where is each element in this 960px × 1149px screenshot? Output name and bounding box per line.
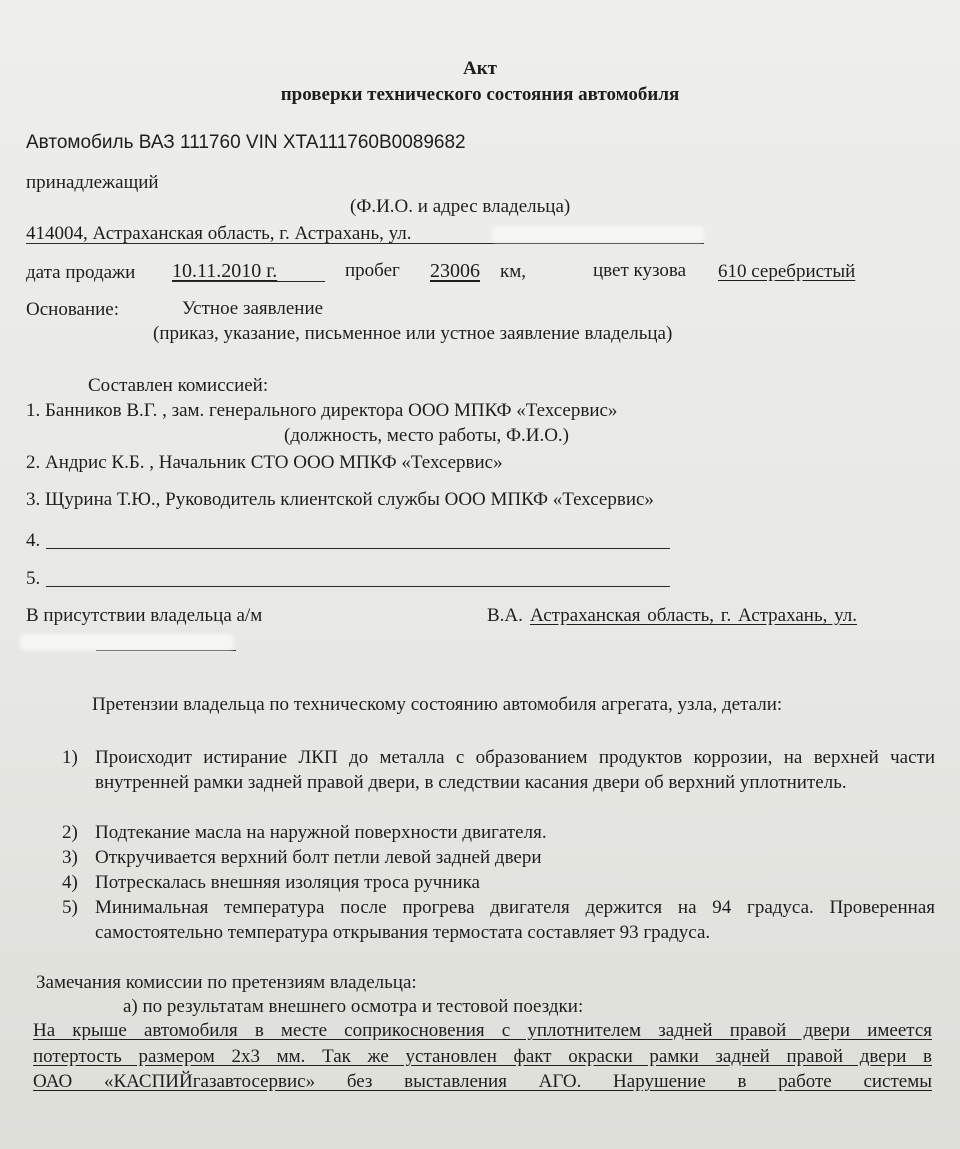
owner-caption: (Ф.И.О. и адрес владельца): [350, 196, 571, 217]
owner-address-underline: [26, 243, 704, 244]
commission-member: 2. Андрис К.Б. , Начальник СТО ООО МПКФ «Техсервис»: [26, 452, 503, 473]
claims-heading: Претензии владельца по техническому состоянию автомобиля агрегата, узла, детали:: [92, 694, 783, 715]
claim-number: 3): [62, 847, 78, 868]
claim-text: Откручивается верхний болт петли левой задней двери: [95, 847, 542, 868]
redaction-mark: [492, 226, 704, 242]
claim-text: Минимальная температура после прогрева двигателя держится на 94 градуса. Проверенная самостоятельно температура открывания термостата составляет 93 градуса.: [95, 897, 935, 943]
blank-member-4-line: [46, 548, 670, 549]
vehicle-line: Автомобиль ВАЗ 111760 VIN XTA111760B0089682: [26, 132, 466, 153]
claim-text: Потрескалась внешняя изоляция троса ручника: [95, 872, 480, 893]
member-caption: (должность, место работы, Ф.И.О.): [284, 425, 570, 446]
basis-label: Основание:: [26, 299, 120, 320]
remarks-subheading: а) по результатам внешнего осмотра и тестовой поездки:: [123, 996, 584, 1017]
document-title: Акт: [462, 58, 497, 79]
color-label: цвет кузова: [593, 260, 687, 281]
blank-member-4-label: 4.: [26, 530, 41, 551]
document-subtitle: проверки технического состояния автомобиля: [280, 84, 680, 105]
presence-address-underline-2: [96, 650, 236, 651]
color-value: 610 серебристый: [718, 261, 856, 282]
claim-number: 1): [62, 747, 78, 768]
presence-address: Астраханская область, г. Астрахань, ул.: [530, 605, 858, 626]
redaction-mark: [20, 634, 234, 650]
commission-heading: Составлен комиссией:: [88, 375, 269, 396]
claim-number: 4): [62, 872, 78, 893]
claim-number: 2): [62, 822, 78, 843]
commission-member: 3. Щурина Т.Ю., Руководитель клиентской службы ООО МПКФ «Техсервис»: [26, 489, 654, 510]
remarks-line: ОАО «КАСПИЙгазавтосервис» без выставления АГО. Нарушение в работе системы: [33, 1071, 932, 1092]
basis-value: Устное заявление: [182, 298, 324, 319]
mileage-label: пробег: [345, 260, 400, 281]
blank-member-5-label: 5.: [26, 568, 41, 589]
sale-date-underline: [172, 281, 325, 282]
remarks-line: На крыше автомобиля в месте соприкосновения с уплотнителем задней правой двери имеется: [33, 1020, 932, 1041]
remarks-line: потертость размером 2х3 мм. Так же установлен факт окраски рамки задней правой двери в: [33, 1046, 932, 1067]
presence-initials: В.А.: [487, 605, 523, 626]
presence-label: В присутствии владельца а/м: [26, 605, 263, 626]
remarks-heading: Замечания комиссии по претензиям владельца:: [36, 972, 417, 993]
owner-address: 414004, Астраханская область, г. Астрахань, ул.: [26, 223, 412, 244]
mileage-value: 23006: [430, 260, 480, 282]
owner-label: принадлежащий: [26, 172, 159, 193]
commission-member: 1. Банников В.Г. , зам. генерального директора ООО МПКФ «Техсервис»: [26, 400, 618, 421]
sale-date-value: 10.11.2010 г.: [172, 260, 278, 282]
sale-date-label: дата продажи: [26, 262, 136, 283]
blank-member-5-line: [46, 586, 670, 587]
basis-caption: (приказ, указание, письменное или устное заявление владельца): [153, 323, 673, 344]
claim-text: Происходит истирание ЛКП до металла с образованием продуктов коррозии, на верхней части внутренней рамки задней правой двери, в следствии касания двери об верхний уплотнитель.: [95, 747, 935, 793]
mileage-unit: км,: [500, 261, 527, 282]
claim-number: 5): [62, 897, 78, 918]
claim-text: Подтекание масла на наружной поверхности двигателя.: [95, 822, 547, 843]
